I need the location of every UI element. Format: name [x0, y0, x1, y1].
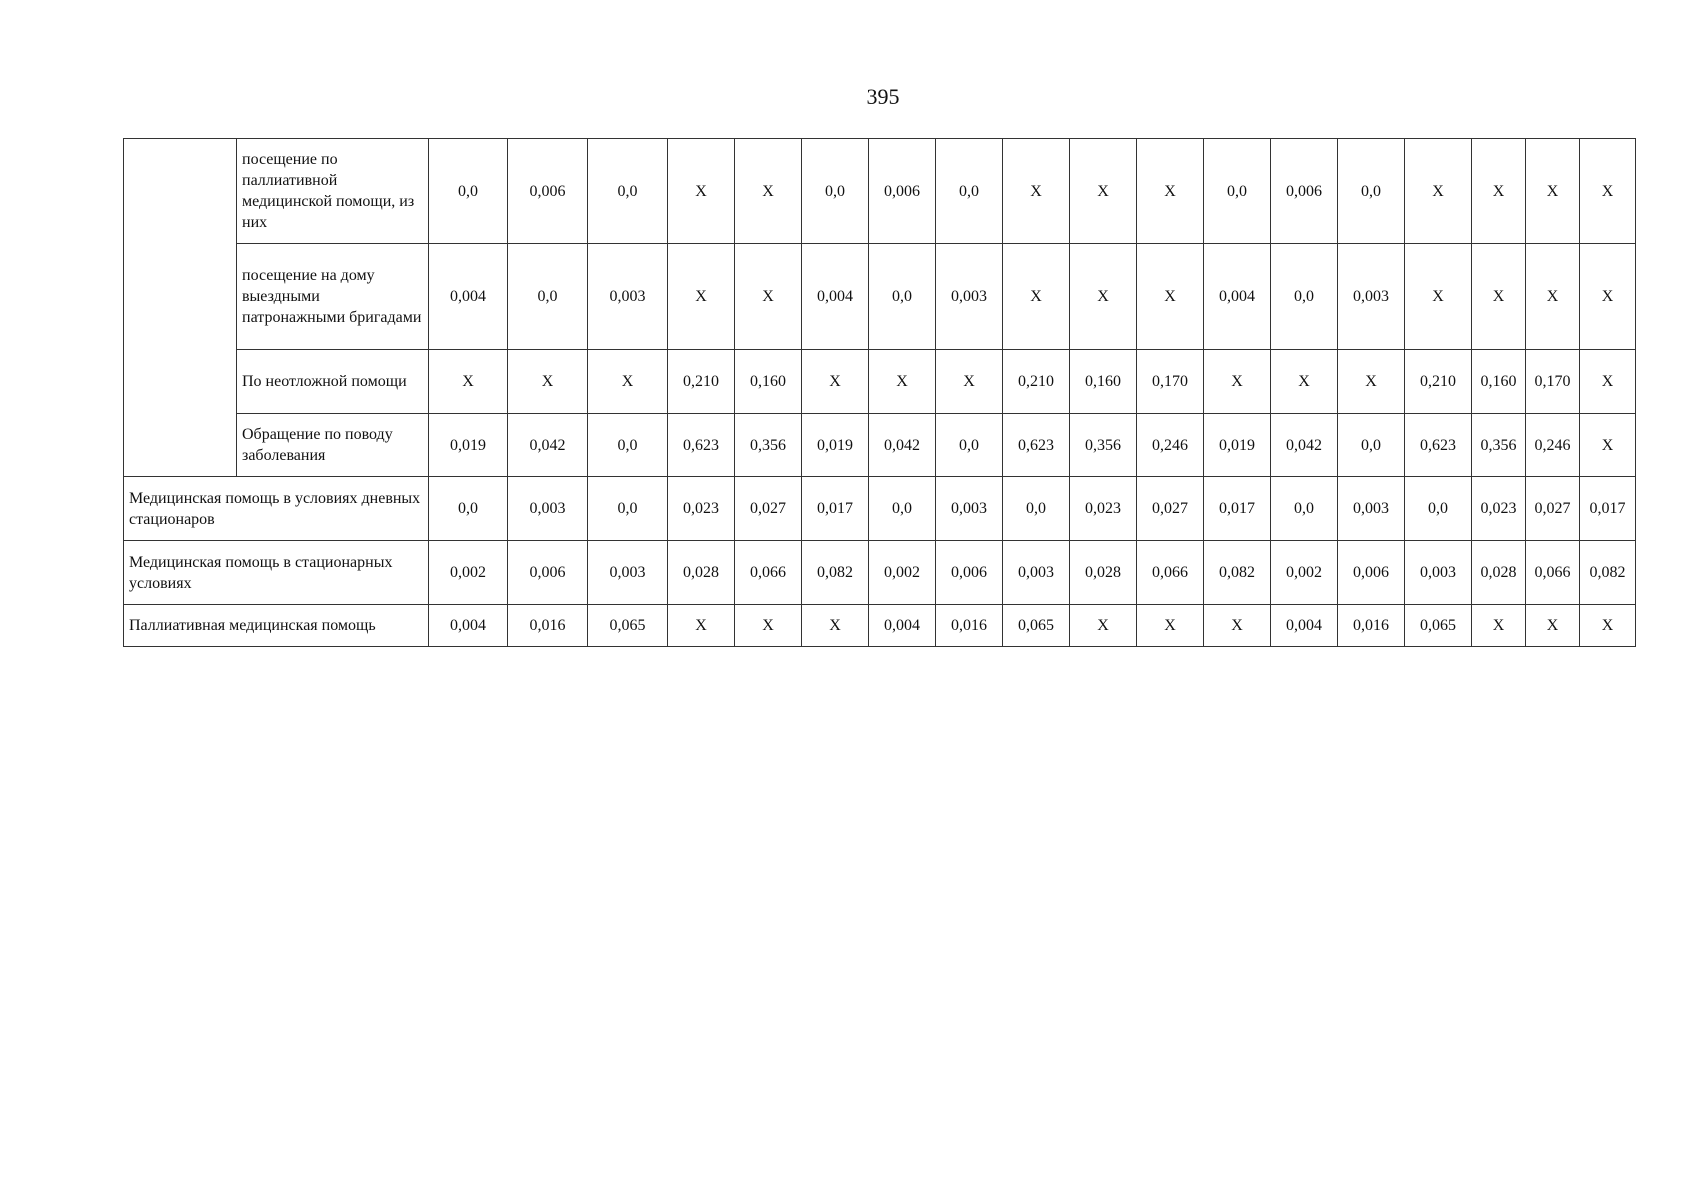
table-cell: 0,016	[1338, 605, 1405, 647]
table-cell: 0,065	[588, 605, 668, 647]
table-cell: Х	[1003, 139, 1070, 244]
table-row	[124, 605, 1694, 647]
table-cell: 0,0	[936, 139, 1003, 244]
table-cell: 0,017	[1580, 477, 1636, 541]
table-cell: 0,0	[1271, 477, 1338, 541]
table-cell: Х	[588, 350, 668, 414]
table-cell: 0,082	[1204, 541, 1271, 605]
table-row	[124, 139, 1694, 244]
table-cell: Х	[1580, 350, 1636, 414]
table-cell: 0,019	[802, 414, 869, 477]
table-row	[124, 350, 1694, 414]
table-cell: 0,028	[668, 541, 735, 605]
table-cell: 0,160	[1472, 350, 1526, 414]
table-cell: Х	[1070, 605, 1137, 647]
table-cell: 0,003	[936, 477, 1003, 541]
table-cell: 0,004	[1204, 244, 1271, 350]
table-cell: 0,0	[1003, 477, 1070, 541]
table-cell: Х	[1137, 605, 1204, 647]
table-cell: 0,356	[1472, 414, 1526, 477]
table-row	[124, 414, 1694, 477]
table-cell: 0,003	[588, 244, 668, 350]
table-cell: 0,160	[735, 350, 802, 414]
table-cell: 0,210	[1003, 350, 1070, 414]
table-cell: 0,170	[1526, 350, 1580, 414]
table-cell: 0,002	[1271, 541, 1338, 605]
table-cell: 0,0	[802, 139, 869, 244]
table-cell: Х	[1526, 244, 1580, 350]
table-cell: Х	[869, 350, 936, 414]
table-cell: 0,017	[802, 477, 869, 541]
table-cell: 0,028	[1472, 541, 1526, 605]
table-cell: Х	[1526, 139, 1580, 244]
table-cell: Х	[1405, 244, 1472, 350]
table-cell: 0,0	[1338, 414, 1405, 477]
table-cell: Х	[1526, 605, 1580, 647]
table-cell: 0,246	[1137, 414, 1204, 477]
table-cell: Х	[668, 244, 735, 350]
table-cell: Х	[1003, 244, 1070, 350]
table-cell: Х	[1204, 350, 1271, 414]
table-cell: 0,0	[1405, 477, 1472, 541]
table-cell: 0,003	[1338, 477, 1405, 541]
table-row	[124, 477, 1694, 541]
table-cell: Х	[1338, 350, 1405, 414]
data-table	[123, 138, 1694, 647]
table-cell: Х	[508, 350, 588, 414]
table-cell: 0,065	[1003, 605, 1070, 647]
table-cell: 0,210	[668, 350, 735, 414]
table-cell: 0,065	[1405, 605, 1472, 647]
table-cell: 0,004	[802, 244, 869, 350]
table-cell: 0,023	[1070, 477, 1137, 541]
table-cell: Х	[1271, 350, 1338, 414]
table-cell: Х	[802, 350, 869, 414]
table-cell: 0,027	[735, 477, 802, 541]
table-cell: Х	[1580, 139, 1636, 244]
table-cell: 0,356	[1070, 414, 1137, 477]
table-cell: 0,006	[1271, 139, 1338, 244]
table-row	[124, 244, 1694, 350]
row-label: Паллиативная медицинская помощь	[124, 605, 429, 647]
table-cell: 0,023	[668, 477, 735, 541]
table-cell: Х	[429, 350, 508, 414]
row-label: посещение по паллиативной медицинской помощи, из них	[237, 139, 429, 244]
table-cell: Х	[802, 605, 869, 647]
table-cell: 0,0	[1338, 139, 1405, 244]
row-label: Обращение по поводу заболевания	[237, 414, 429, 477]
table-cell: Х	[936, 350, 1003, 414]
table-cell: 0,003	[1338, 244, 1405, 350]
table-cell: 0,066	[1526, 541, 1580, 605]
table-cell: Х	[1070, 139, 1137, 244]
table-cell: 0,004	[1271, 605, 1338, 647]
table-cell: 0,0	[429, 477, 508, 541]
page-number: 395	[866, 84, 900, 109]
table-cell: 0,019	[1204, 414, 1271, 477]
table-cell: 0,082	[802, 541, 869, 605]
table-cell: 0,017	[1204, 477, 1271, 541]
table-cell: 0,623	[668, 414, 735, 477]
table-cell: 0,003	[936, 244, 1003, 350]
table-cell: 0,0	[429, 139, 508, 244]
table-cell: 0,003	[588, 541, 668, 605]
table-cell: 0,082	[1580, 541, 1636, 605]
table-cell: 0,623	[1003, 414, 1070, 477]
table-cell: Х	[1580, 244, 1636, 350]
table-cell: Х	[1204, 605, 1271, 647]
table-cell: Х	[1580, 414, 1636, 477]
table-cell: 0,019	[429, 414, 508, 477]
table-row	[124, 541, 1694, 605]
table-cell: Х	[1472, 139, 1526, 244]
row-label: посещение на дому выездными патронажными бригадами	[237, 244, 429, 350]
table-cell: 0,210	[1405, 350, 1472, 414]
table-cell: 0,066	[735, 541, 802, 605]
table-cell: Х	[735, 244, 802, 350]
table-cell: 0,016	[508, 605, 588, 647]
table-cell: 0,066	[1137, 541, 1204, 605]
row-label: По неотложной помощи	[237, 350, 429, 414]
table-cell: 0,356	[735, 414, 802, 477]
table-cell: 0,006	[508, 139, 588, 244]
table-cell: 0,006	[936, 541, 1003, 605]
table-cell: 0,027	[1137, 477, 1204, 541]
table-cell: 0,003	[1003, 541, 1070, 605]
table-cell: 0,0	[588, 477, 668, 541]
table-cell: Х	[735, 139, 802, 244]
table-cell: 0,0	[1204, 139, 1271, 244]
table-cell: 0,003	[508, 477, 588, 541]
row-label: Медицинская помощь в условиях дневных стационаров	[124, 477, 429, 541]
table-cell: 0,0	[869, 244, 936, 350]
table-cell: 0,160	[1070, 350, 1137, 414]
table-cell: 0,006	[1338, 541, 1405, 605]
table-cell: Х	[1472, 244, 1526, 350]
table-cell: 0,0	[1271, 244, 1338, 350]
table-cell: 0,006	[508, 541, 588, 605]
table-cell: 0,0	[508, 244, 588, 350]
table-cell: Х	[735, 605, 802, 647]
table-cell: 0,023	[1472, 477, 1526, 541]
table-cell: 0,003	[1405, 541, 1472, 605]
table-cell: 0,004	[429, 605, 508, 647]
table-cell: 0,042	[508, 414, 588, 477]
table-cell: 0,246	[1526, 414, 1580, 477]
table-cell: Х	[1137, 139, 1204, 244]
table-cell: 0,006	[869, 139, 936, 244]
table-cell: 0,170	[1137, 350, 1204, 414]
table-cell: Х	[668, 139, 735, 244]
table-cell: 0,623	[1405, 414, 1472, 477]
table-cell: 0,0	[588, 414, 668, 477]
table-cell: 0,004	[869, 605, 936, 647]
table-cell: 0,002	[869, 541, 936, 605]
table-cell: 0,027	[1526, 477, 1580, 541]
table-cell: Х	[668, 605, 735, 647]
table-cell: 0,004	[429, 244, 508, 350]
table-cell: 0,002	[429, 541, 508, 605]
table-cell: 0,016	[936, 605, 1003, 647]
table-cell: 0,042	[1271, 414, 1338, 477]
table-cell: Х	[1472, 605, 1526, 647]
group-cell	[124, 139, 237, 477]
table-cell: Х	[1405, 139, 1472, 244]
row-label: Медицинская помощь в стационарных условиях	[124, 541, 429, 605]
table-cell: 0,028	[1070, 541, 1137, 605]
table-cell: 0,0	[588, 139, 668, 244]
table-cell: 0,0	[869, 477, 936, 541]
table-cell: 0,0	[936, 414, 1003, 477]
table-cell: Х	[1070, 244, 1137, 350]
table-cell: Х	[1137, 244, 1204, 350]
table-cell: Х	[1580, 605, 1636, 647]
table-cell: 0,042	[869, 414, 936, 477]
